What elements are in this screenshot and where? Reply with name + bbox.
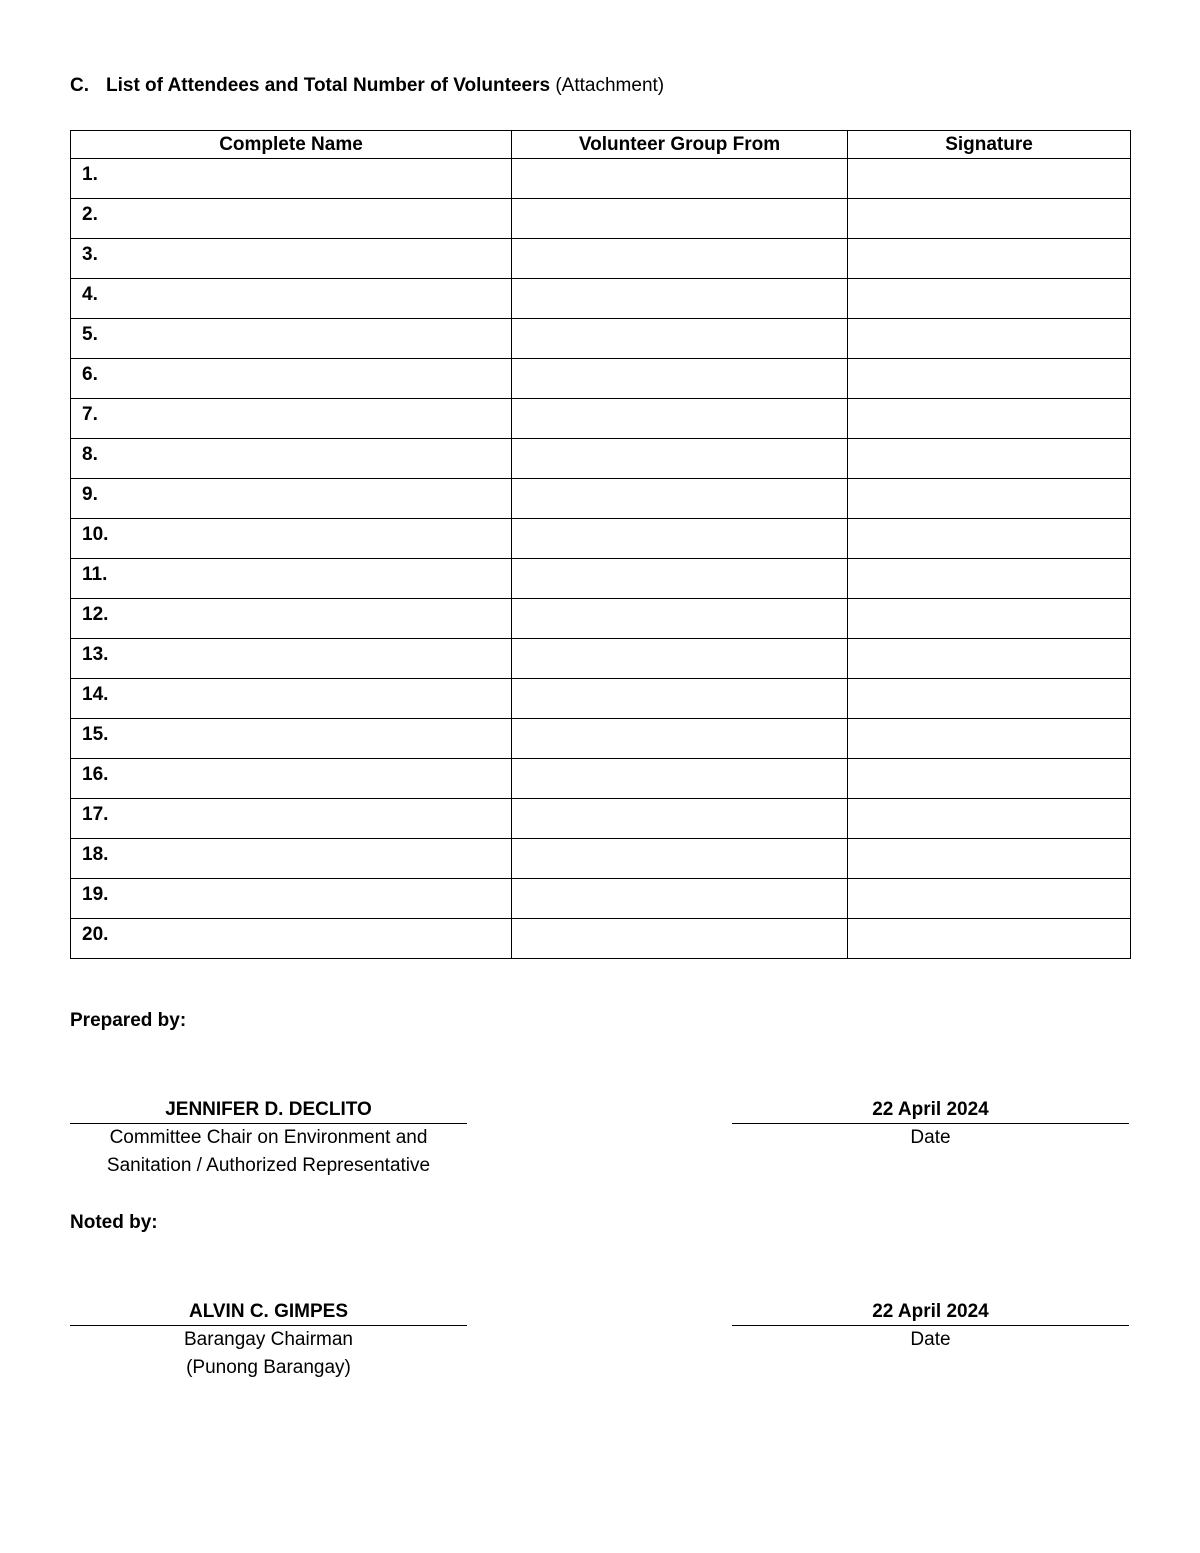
row-number-cell[interactable]: 7. xyxy=(71,399,512,439)
volunteer-group-cell[interactable] xyxy=(512,159,848,199)
signature-cell[interactable] xyxy=(848,799,1131,839)
table-row xyxy=(71,759,1131,799)
volunteer-group-cell[interactable] xyxy=(512,919,848,959)
row-number-cell[interactable]: 1. xyxy=(71,159,512,199)
noted-name: ALVIN C. GIMPES xyxy=(70,1299,467,1326)
volunteer-group-cell[interactable] xyxy=(512,719,848,759)
table-row xyxy=(71,159,1131,199)
signature-cell[interactable] xyxy=(848,639,1131,679)
signature-cell[interactable] xyxy=(848,239,1131,279)
volunteer-group-cell[interactable] xyxy=(512,239,848,279)
signature-cell[interactable] xyxy=(848,839,1131,879)
header-volunteer-group: Volunteer Group From xyxy=(512,131,848,159)
table-row xyxy=(71,479,1131,519)
noted-role-line2: (Punong Barangay) xyxy=(186,1357,351,1378)
row-number-cell[interactable]: 16. xyxy=(71,759,512,799)
volunteer-group-cell[interactable] xyxy=(512,359,848,399)
noted-role-line1: Barangay Chairman xyxy=(184,1329,353,1350)
section-title xyxy=(70,74,664,98)
table-row xyxy=(71,799,1131,839)
table-row xyxy=(71,839,1131,879)
volunteer-group-cell[interactable] xyxy=(512,439,848,479)
volunteer-group-cell[interactable] xyxy=(512,599,848,639)
volunteer-group-cell[interactable] xyxy=(512,639,848,679)
row-number-cell[interactable]: 12. xyxy=(71,599,512,639)
row-number-cell[interactable]: 3. xyxy=(71,239,512,279)
signature-cell[interactable] xyxy=(848,159,1131,199)
volunteer-group-cell[interactable] xyxy=(512,679,848,719)
table-row xyxy=(71,279,1131,319)
row-number-cell[interactable]: 4. xyxy=(71,279,512,319)
table-row xyxy=(71,359,1131,399)
volunteer-group-cell[interactable] xyxy=(512,399,848,439)
prepared-role-line2: Sanitation / Authorized Representative xyxy=(106,1155,431,1176)
signature-cell[interactable] xyxy=(848,199,1131,239)
row-number-cell[interactable]: 5. xyxy=(71,319,512,359)
table-row xyxy=(71,719,1131,759)
row-number-cell[interactable]: 2. xyxy=(71,199,512,239)
noted-signatory xyxy=(70,1299,467,1382)
table-row xyxy=(71,919,1131,959)
table-row xyxy=(71,679,1131,719)
signature-cell[interactable] xyxy=(848,599,1131,639)
signature-cell[interactable] xyxy=(848,559,1131,599)
table-row xyxy=(71,439,1131,479)
volunteer-group-cell[interactable] xyxy=(512,279,848,319)
signature-cell[interactable] xyxy=(848,399,1131,439)
volunteer-group-cell[interactable] xyxy=(512,559,848,599)
signature-cell[interactable] xyxy=(848,719,1131,759)
volunteer-group-cell[interactable] xyxy=(512,799,848,839)
signature-cell[interactable] xyxy=(848,679,1131,719)
noted-by-label: Noted by: xyxy=(70,1212,158,1233)
volunteer-group-cell[interactable] xyxy=(512,479,848,519)
attendees-table xyxy=(70,130,1131,959)
noted-date-label: Date xyxy=(910,1329,951,1350)
row-number-cell[interactable]: 13. xyxy=(71,639,512,679)
volunteer-group-cell[interactable] xyxy=(512,759,848,799)
prepared-date: 22 April 2024 xyxy=(732,1097,1129,1124)
table-row xyxy=(71,319,1131,359)
table-row xyxy=(71,559,1131,599)
table-row xyxy=(71,519,1131,559)
row-number-cell[interactable]: 20. xyxy=(71,919,512,959)
volunteer-group-cell[interactable] xyxy=(512,519,848,559)
prepared-date-label: Date xyxy=(910,1127,951,1148)
row-number-cell[interactable]: 10. xyxy=(71,519,512,559)
row-number-cell[interactable]: 15. xyxy=(71,719,512,759)
row-number-cell[interactable]: 8. xyxy=(71,439,512,479)
signature-cell[interactable] xyxy=(848,519,1131,559)
volunteer-group-cell[interactable] xyxy=(512,319,848,359)
prepared-by-label: Prepared by: xyxy=(70,1010,187,1031)
row-number-cell[interactable]: 19. xyxy=(71,879,512,919)
signature-cell[interactable] xyxy=(848,479,1131,519)
prepared-date-block xyxy=(732,1097,1129,1152)
table-row xyxy=(71,239,1131,279)
signature-cell[interactable] xyxy=(848,759,1131,799)
volunteer-group-cell[interactable] xyxy=(512,839,848,879)
noted-date: 22 April 2024 xyxy=(732,1299,1129,1326)
section-title-bold: List of Attendees and Total Number of Volunteers xyxy=(106,75,551,96)
table-row xyxy=(71,879,1131,919)
signature-cell[interactable] xyxy=(848,879,1131,919)
row-number-cell[interactable]: 9. xyxy=(71,479,512,519)
row-number-cell[interactable]: 11. xyxy=(71,559,512,599)
signature-cell[interactable] xyxy=(848,359,1131,399)
table-row xyxy=(71,399,1131,439)
table-row xyxy=(71,199,1131,239)
signature-cell[interactable] xyxy=(848,279,1131,319)
row-number-cell[interactable]: 6. xyxy=(71,359,512,399)
section-letter: C. xyxy=(70,75,89,96)
prepared-signatory xyxy=(70,1097,467,1180)
header-signature: Signature xyxy=(848,131,1131,159)
section-title-suffix: (Attachment) xyxy=(550,75,665,96)
header-complete-name: Complete Name xyxy=(71,131,512,159)
volunteer-group-cell[interactable] xyxy=(512,199,848,239)
volunteer-group-cell[interactable] xyxy=(512,879,848,919)
prepared-name: JENNIFER D. DECLITO xyxy=(70,1097,467,1124)
signature-cell[interactable] xyxy=(848,439,1131,479)
prepared-role-line1: Committee Chair on Environment and xyxy=(109,1127,428,1148)
row-number-cell[interactable]: 18. xyxy=(71,839,512,879)
signature-cell[interactable] xyxy=(848,919,1131,959)
table-row xyxy=(71,639,1131,679)
row-number-cell[interactable]: 17. xyxy=(71,799,512,839)
noted-date-block xyxy=(732,1299,1129,1354)
row-number-cell[interactable]: 14. xyxy=(71,679,512,719)
table-header-row xyxy=(71,131,1131,159)
signature-cell[interactable] xyxy=(848,319,1131,359)
table-row xyxy=(71,599,1131,639)
